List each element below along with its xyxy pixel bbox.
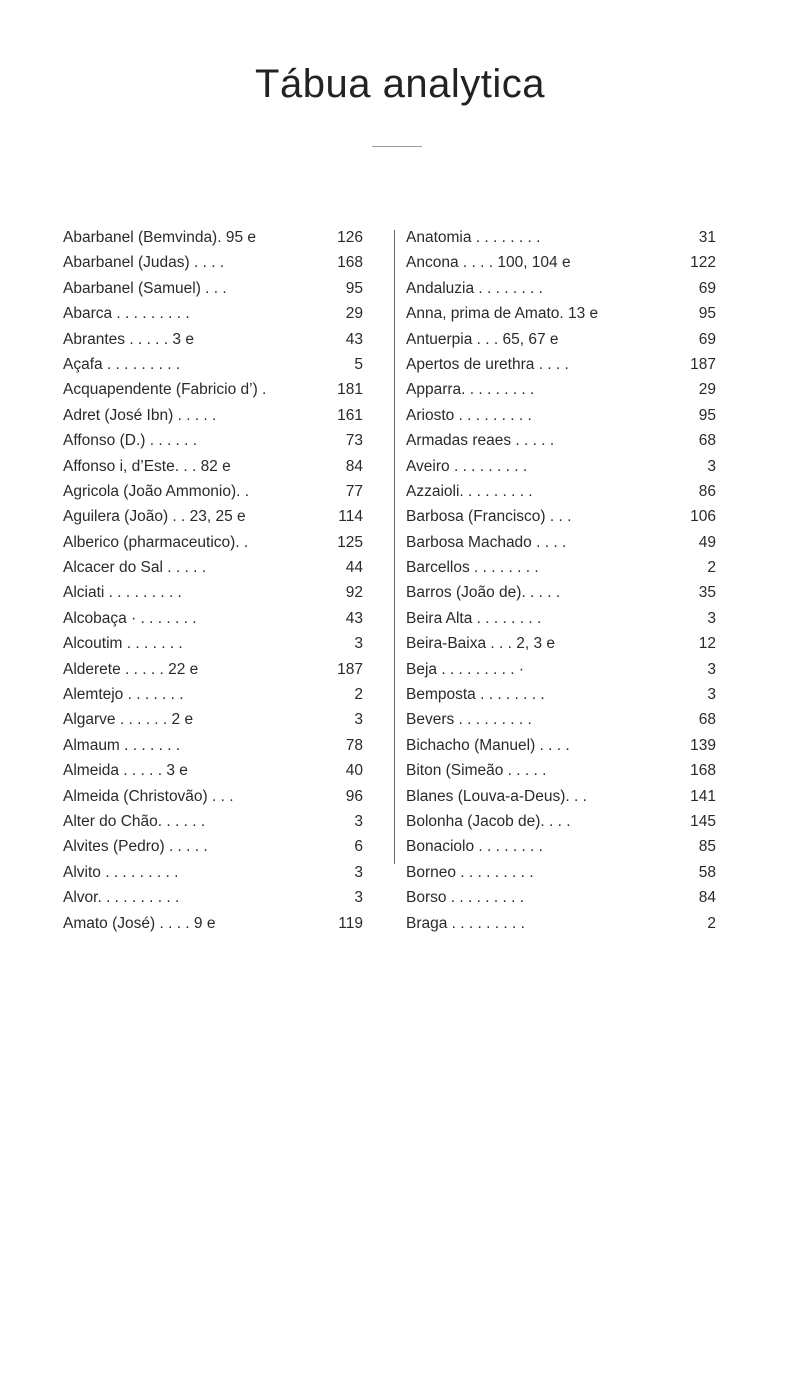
index-entry-page-number: 187 xyxy=(690,355,716,373)
index-entry-term: Aveiro . . . . . . . . . xyxy=(406,457,528,475)
page-title: Tábua analytica xyxy=(255,62,545,106)
index-entry-page-number: 86 xyxy=(698,482,716,500)
index-entry-page-number: 6 xyxy=(354,838,363,856)
index-entry-page-number: 73 xyxy=(345,432,363,450)
index-entry xyxy=(406,534,716,559)
index-entry-term: Affonso i, d’Este. . . 82 e xyxy=(63,457,231,475)
index-entry-term: Barbosa Machado . . . . xyxy=(406,533,567,551)
index-entry xyxy=(63,508,363,533)
index-entry-page-number: 95 xyxy=(345,279,363,297)
index-entry xyxy=(406,788,716,813)
index-entry-term: Apertos de urethra . . . . xyxy=(406,355,569,373)
index-entry xyxy=(406,483,716,508)
index-entry-page-number: 31 xyxy=(698,229,716,246)
index-entry xyxy=(63,711,363,736)
index-entry xyxy=(63,838,363,863)
index-entry-term: Borneo . . . . . . . . . xyxy=(406,863,534,881)
index-entry-page-number: 43 xyxy=(345,330,363,348)
index-entry xyxy=(406,610,716,635)
index-entry xyxy=(406,889,716,914)
index-entry xyxy=(63,432,363,457)
index-entry-page-number: 29 xyxy=(345,305,363,323)
index-entry-page-number: 181 xyxy=(337,381,363,399)
index-entry xyxy=(63,635,363,660)
index-entry-term: Beja . . . . . . . . . · xyxy=(406,660,525,678)
index-entry-term: Alvor. . . . . . . . . . xyxy=(63,889,180,907)
index-entry xyxy=(406,331,716,356)
index-entry xyxy=(406,432,716,457)
index-entry xyxy=(63,356,363,381)
index-entry xyxy=(406,711,716,736)
index-entry-term: Alcoutim . . . . . . . xyxy=(63,635,183,653)
index-entry-term: Alcobaça · . . . . . . . xyxy=(63,609,197,627)
index-entry-page-number: 2 xyxy=(707,559,716,577)
index-entry-term: Alciati . . . . . . . . . xyxy=(63,584,182,602)
index-entry xyxy=(63,254,363,279)
index-entry xyxy=(63,686,363,711)
index-entry-page-number: 3 xyxy=(354,812,363,830)
index-entry-page-number: 2 xyxy=(707,914,716,932)
index-entry xyxy=(63,788,363,813)
index-entry-term: Bevers . . . . . . . . . xyxy=(406,711,532,729)
index-entry-page-number: 122 xyxy=(690,254,716,272)
index-entry-page-number: 2 xyxy=(354,686,363,704)
index-entry-term: Anna, prima de Amato. 13 e xyxy=(406,305,599,323)
index-entry-term: Alvites (Pedro) . . . . . xyxy=(63,838,208,856)
index-entry-page-number: 43 xyxy=(345,609,363,627)
index-entry xyxy=(63,584,363,609)
index-entry-page-number: 29 xyxy=(698,381,716,399)
index-entry-page-number: 78 xyxy=(345,736,363,754)
index-entry-term: Alderete . . . . . 22 e xyxy=(63,660,199,678)
index-entry-page-number: 35 xyxy=(698,584,716,602)
index-entry-term: Alberico (pharmaceutico). . xyxy=(63,533,249,551)
index-entry-term: Abarbanel (Samuel) . . . xyxy=(63,279,227,297)
index-entry-term: Azzaioli. . . . . . . . . xyxy=(406,482,533,500)
index-entry-term: Alemtejo . . . . . . . xyxy=(63,686,184,704)
index-entry-page-number: 187 xyxy=(337,660,363,678)
index-entry-page-number: 68 xyxy=(698,711,716,729)
index-entry-page-number: 145 xyxy=(690,812,716,830)
index-entry xyxy=(406,280,716,305)
index-entry-term: Almaum . . . . . . . xyxy=(63,736,181,754)
index-entry-page-number: 125 xyxy=(337,533,363,551)
index-entry-term: Affonso (D.) . . . . . . xyxy=(63,432,198,450)
index-entry xyxy=(406,584,716,609)
index-column-right xyxy=(406,229,716,940)
index-entry xyxy=(406,864,716,889)
index-entry xyxy=(406,686,716,711)
index-entry-page-number: 114 xyxy=(338,508,363,526)
index-entry xyxy=(63,762,363,787)
index-entry xyxy=(63,915,363,940)
index-entry-term: Acquapendente (Fabricio d’) . xyxy=(63,381,267,399)
index-entry-page-number: 3 xyxy=(354,863,363,881)
index-entry-page-number: 3 xyxy=(707,686,716,704)
index-entry-term: Bolonha (Jacob de). . . . xyxy=(406,812,571,830)
index-entry-page-number: 168 xyxy=(337,254,363,272)
column-divider xyxy=(394,230,395,864)
index-entry-term: Armadas reaes . . . . . xyxy=(406,432,555,450)
index-entry-page-number: 69 xyxy=(698,279,716,297)
index-entry-term: Barros (João de). . . . . xyxy=(406,584,561,602)
index-entry-term: Abarbanel (Bemvinda). 95 e xyxy=(63,229,257,246)
index-entry xyxy=(63,229,363,254)
index-entry-page-number: 139 xyxy=(690,736,716,754)
index-entry-term: Bonaciolo . . . . . . . . xyxy=(406,838,543,856)
index-entry-term: Antuerpia . . . 65, 67 e xyxy=(406,330,559,348)
index-entry-page-number: 40 xyxy=(345,762,363,780)
index-entry-term: Ariosto . . . . . . . . . xyxy=(406,406,532,424)
index-entry-page-number: 92 xyxy=(345,584,363,602)
index-entry-term: Adret (José Ibn) . . . . . xyxy=(63,406,217,424)
index-entry xyxy=(406,229,716,254)
index-entry-term: Agricola (João Ammonio). . xyxy=(63,482,250,500)
index-entry-page-number: 3 xyxy=(354,889,363,907)
index-entry xyxy=(406,305,716,330)
index-entry-term: Braga . . . . . . . . . xyxy=(406,914,525,932)
index-entry xyxy=(406,254,716,279)
index-entry xyxy=(63,407,363,432)
index-entry xyxy=(406,635,716,660)
index-entry-page-number: 49 xyxy=(698,533,716,551)
index-entry-term: Alvito . . . . . . . . . xyxy=(63,863,179,881)
index-entry-page-number: 96 xyxy=(345,787,363,805)
index-entry-term: Abarca . . . . . . . . . xyxy=(63,305,190,323)
index-entry-page-number: 58 xyxy=(698,863,716,881)
index-entry-page-number: 3 xyxy=(707,609,716,627)
index-entry xyxy=(406,381,716,406)
index-entry-term: Abrantes . . . . . 3 e xyxy=(63,330,194,348)
index-entry xyxy=(63,813,363,838)
index-entry-page-number: 126 xyxy=(337,229,363,246)
index-entry-page-number: 141 xyxy=(690,787,716,805)
index-entry-term: Bemposta . . . . . . . . xyxy=(406,686,545,704)
index-entry xyxy=(406,813,716,838)
index-entry xyxy=(406,661,716,686)
index-column-left xyxy=(63,229,363,940)
index-entry-term: Beira-Baixa . . . 2, 3 e xyxy=(406,635,556,653)
index-entry-page-number: 95 xyxy=(698,406,716,424)
index-entry xyxy=(406,762,716,787)
index-entry-term: Algarve . . . . . . 2 e xyxy=(63,711,194,729)
index-entry-term: Biton (Simeão . . . . . xyxy=(406,762,547,780)
index-entry xyxy=(63,661,363,686)
index-entry-page-number: 119 xyxy=(338,914,363,932)
index-entry xyxy=(63,610,363,635)
index-entry-page-number: 3 xyxy=(707,660,716,678)
index-entry-term: Apparra. . . . . . . . . xyxy=(406,381,535,399)
index-entry-term: Borso . . . . . . . . . xyxy=(406,889,525,907)
index-entry-page-number: 84 xyxy=(698,889,716,907)
index-entry xyxy=(63,737,363,762)
index-entry xyxy=(63,534,363,559)
index-entry-term: Barcellos . . . . . . . . xyxy=(406,559,539,577)
index-entry-term: Almeida (Christovão) . . . xyxy=(63,787,234,805)
index-entry-page-number: 106 xyxy=(690,508,716,526)
index-entry xyxy=(63,331,363,356)
index-entry xyxy=(406,356,716,381)
index-entry-term: Beira Alta . . . . . . . . xyxy=(406,609,542,627)
index-entry xyxy=(406,458,716,483)
index-entry-page-number: 5 xyxy=(354,355,363,373)
index-entry-page-number: 12 xyxy=(698,635,716,653)
index-entry-page-number: 168 xyxy=(690,762,716,780)
index-entry xyxy=(406,915,716,940)
index-entry-page-number: 85 xyxy=(698,838,716,856)
index-entry-page-number: 161 xyxy=(337,406,363,424)
index-entry-term: Amato (José) . . . . 9 e xyxy=(63,914,216,932)
index-entry-page-number: 69 xyxy=(698,330,716,348)
index-entry xyxy=(406,737,716,762)
index-entry-term: Abarbanel (Judas) . . . . xyxy=(63,254,225,272)
index-entry xyxy=(63,889,363,914)
index-entry-page-number: 95 xyxy=(698,305,716,323)
index-entry-page-number: 3 xyxy=(354,711,363,729)
index-entry-term: Açafa . . . . . . . . . xyxy=(63,355,181,373)
index-entry xyxy=(406,407,716,432)
index-entry-page-number: 44 xyxy=(345,559,363,577)
index-entry-term: Ancona . . . . 100, 104 e xyxy=(406,254,571,272)
index-entry-page-number: 3 xyxy=(354,635,363,653)
index-entry xyxy=(63,458,363,483)
index-entry-term: Alter do Chão. . . . . . xyxy=(63,812,206,830)
index-entry-term: Blanes (Louva-a-Deus). . . xyxy=(406,787,587,805)
index-entry xyxy=(406,508,716,533)
index-entry-term: Almeida . . . . . 3 e xyxy=(63,762,188,780)
index-entry-page-number: 68 xyxy=(698,432,716,450)
index-entry-page-number: 84 xyxy=(345,457,363,475)
index-entry-term: Aguilera (João) . . 23, 25 e xyxy=(63,508,246,526)
title-rule xyxy=(372,146,422,147)
index-entry-page-number: 77 xyxy=(345,482,363,500)
index-entry-term: Andaluzia . . . . . . . . xyxy=(406,279,543,297)
index-entry xyxy=(63,381,363,406)
index-entry xyxy=(63,559,363,584)
index-entry-term: Barbosa (Francisco) . . . xyxy=(406,508,572,526)
index-entry-term: Anatomia . . . . . . . . xyxy=(406,229,541,246)
index-entry xyxy=(63,864,363,889)
index-entry-term: Bichacho (Manuel) . . . . xyxy=(406,736,570,754)
index-entry-term: Alcacer do Sal . . . . . xyxy=(63,559,207,577)
index-entry xyxy=(406,559,716,584)
index-entry xyxy=(63,280,363,305)
index-entry xyxy=(63,305,363,330)
index-entry xyxy=(63,483,363,508)
index-entry xyxy=(406,838,716,863)
index-entry-page-number: 3 xyxy=(707,457,716,475)
